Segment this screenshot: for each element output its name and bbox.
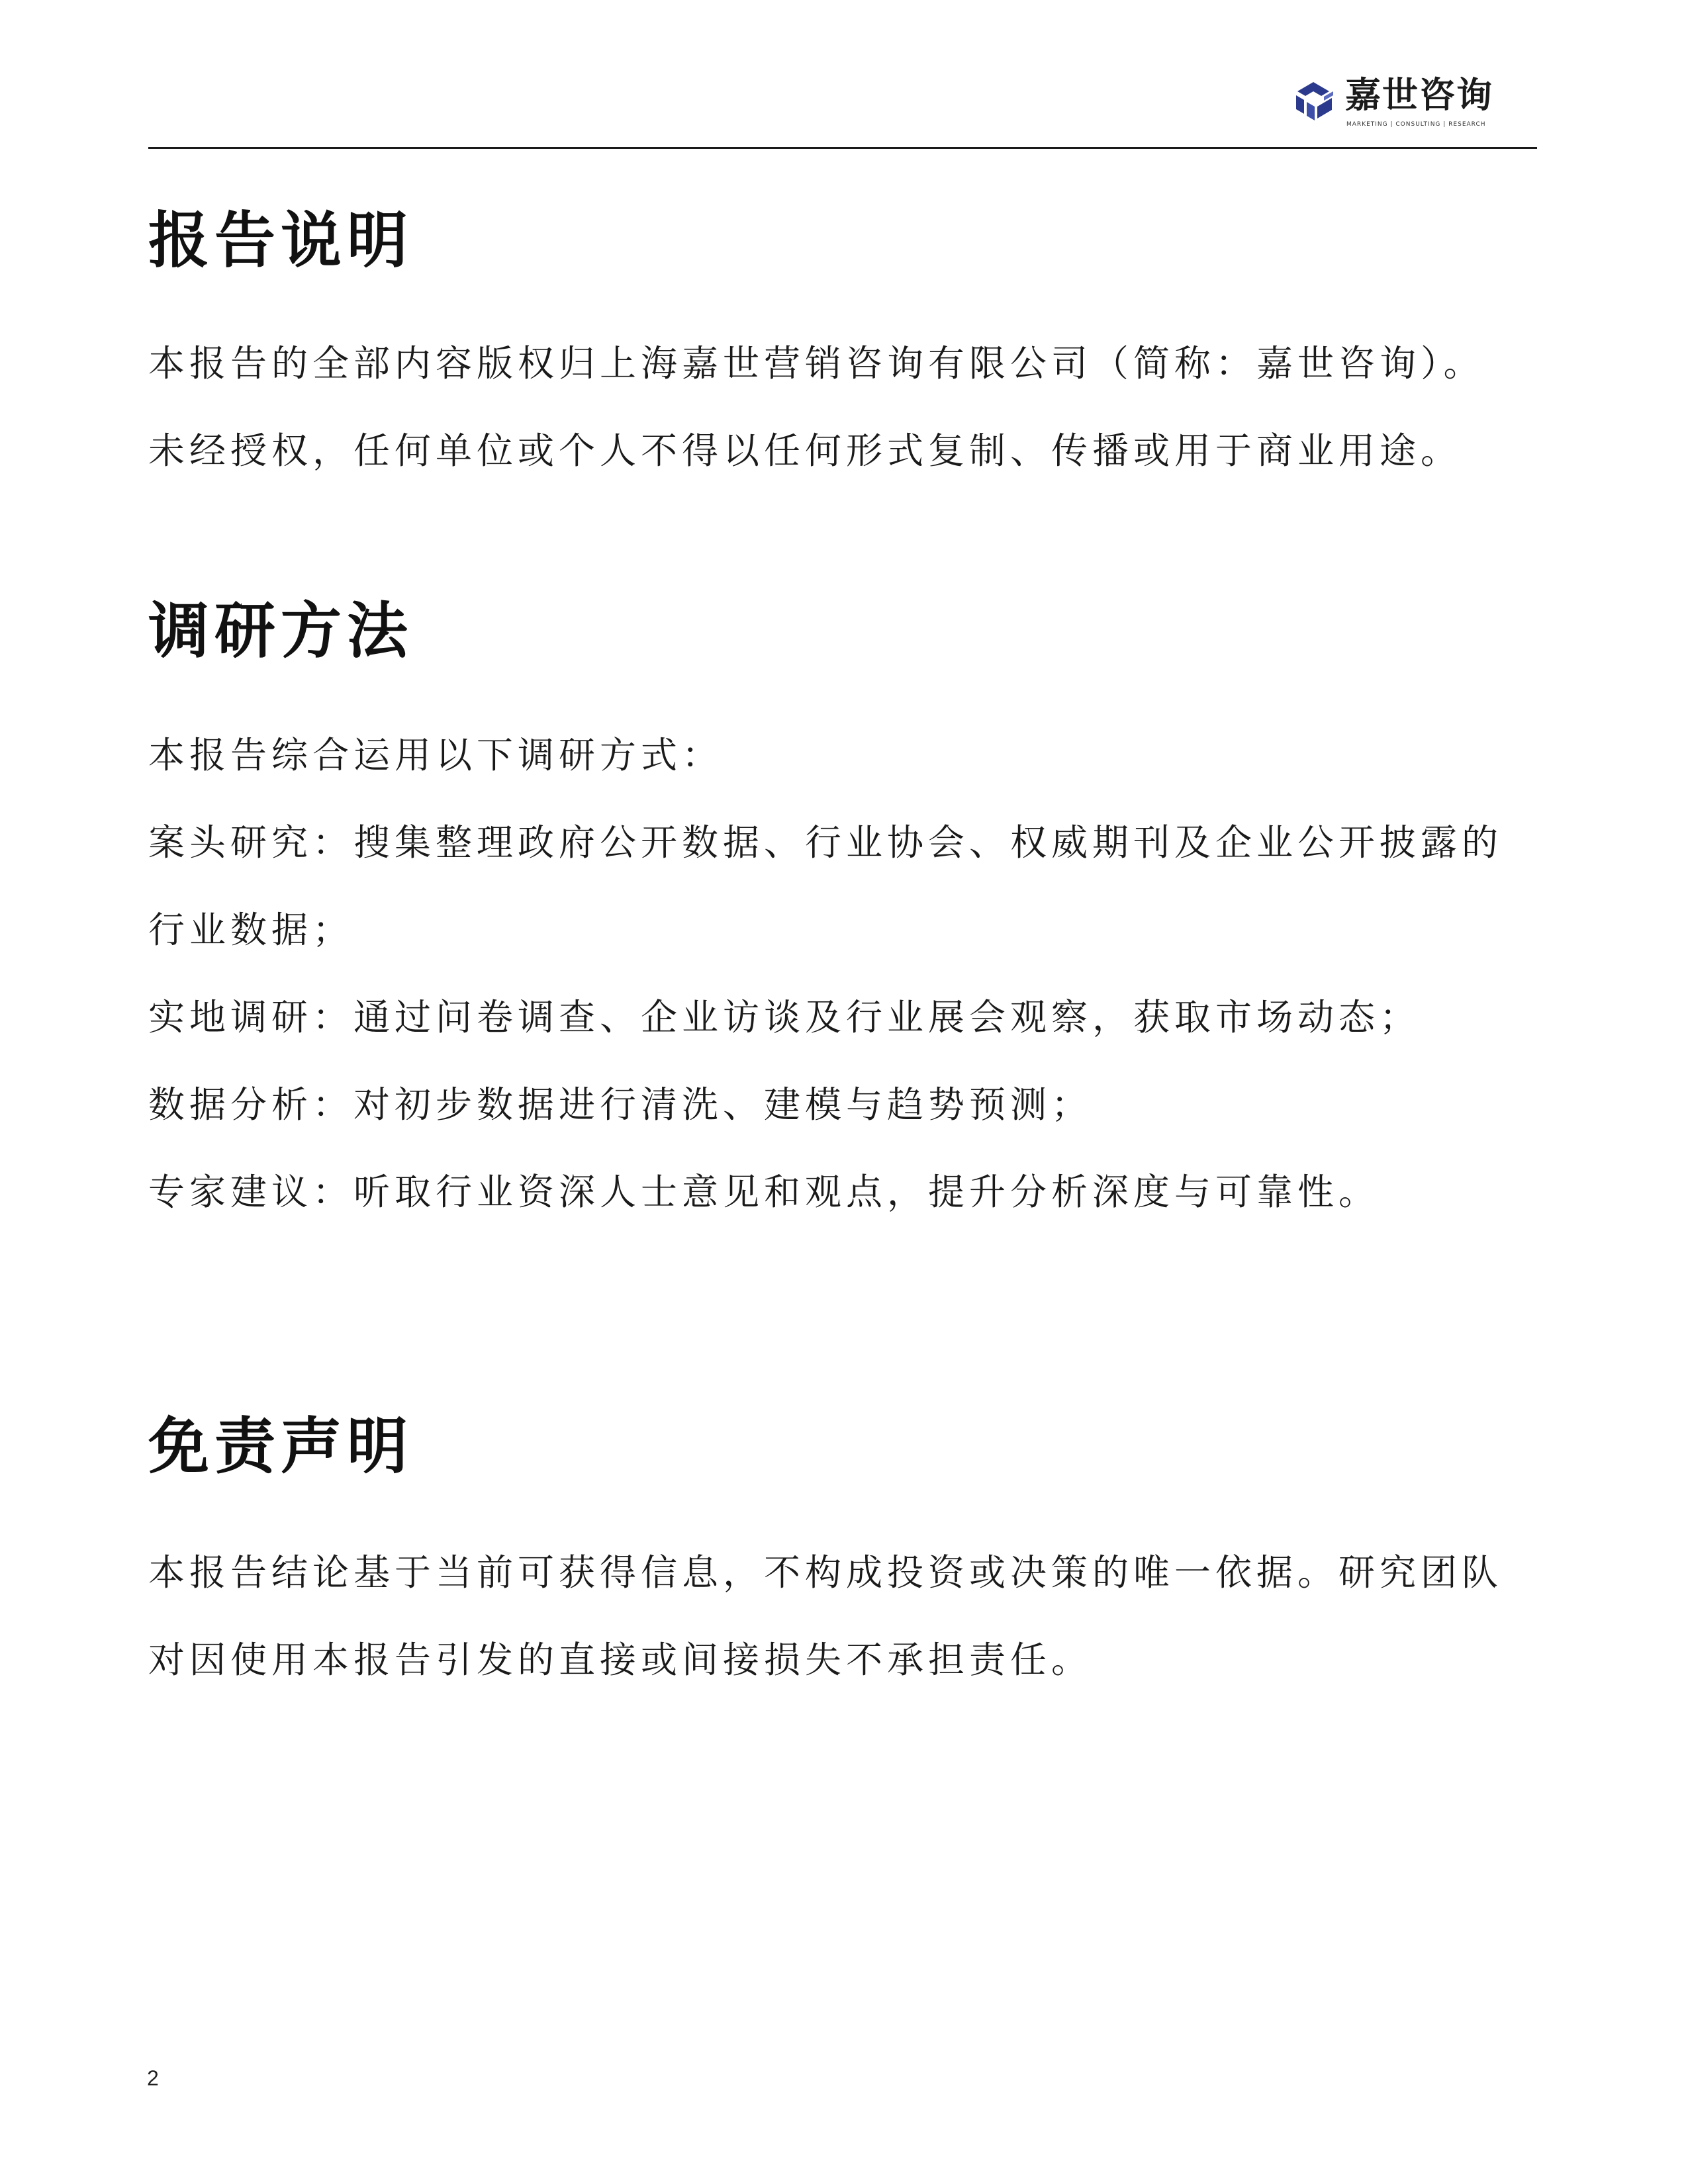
brand-logo (1291, 74, 1537, 134)
paragraph-line: 本报告的全部内容版权归上海嘉世营销咨询有限公司（简称：嘉世咨询）。 (148, 342, 1485, 385)
paragraph-line: 数据分析：对初步数据进行清洗、建模与趋势预测； (148, 1083, 1093, 1126)
brand-name: 嘉世咨询 (1345, 74, 1493, 116)
page-number: 2 (147, 2066, 159, 2090)
section-title-disclaimer: 免责声明 (148, 1410, 414, 1482)
header-divider (148, 147, 1537, 149)
brand-tagline: MARKETING | CONSULTING | RESEARCH (1346, 121, 1486, 128)
paragraph-line: 专家建议：听取行业资深人士意见和观点，提升分析深度与可靠性。 (148, 1171, 1380, 1213)
paragraph-line: 本报告综合运用以下调研方式： (148, 734, 724, 776)
section-body-report-note (148, 320, 1545, 494)
paragraph-line: 实地调研：通过问卷调查、企业访谈及行业展会观察，获取市场动态； (148, 996, 1421, 1038)
paragraph-line: 案头研究：搜集整理政府公开数据、行业协会、权威期刊及企业公开披露的 (148, 821, 1503, 864)
brand-mark-icon (1291, 77, 1338, 124)
paragraph-line: 行业数据； (148, 909, 354, 951)
section-body-method (148, 711, 1545, 1236)
paragraph-line: 未经授权，任何单位或个人不得以任何形式复制、传播或用于商业用途。 (148, 430, 1462, 472)
section-title-method: 调研方法 (148, 595, 414, 666)
section-body-disclaimer (148, 1529, 1545, 1704)
section-title-report-note: 报告说明 (148, 205, 414, 276)
paragraph-line: 对因使用本报告引发的直接或间接损失不承担责任。 (148, 1639, 1093, 1681)
paragraph-line: 本报告结论基于当前可获得信息，不构成投资或决策的唯一依据。研究团队 (148, 1551, 1503, 1594)
